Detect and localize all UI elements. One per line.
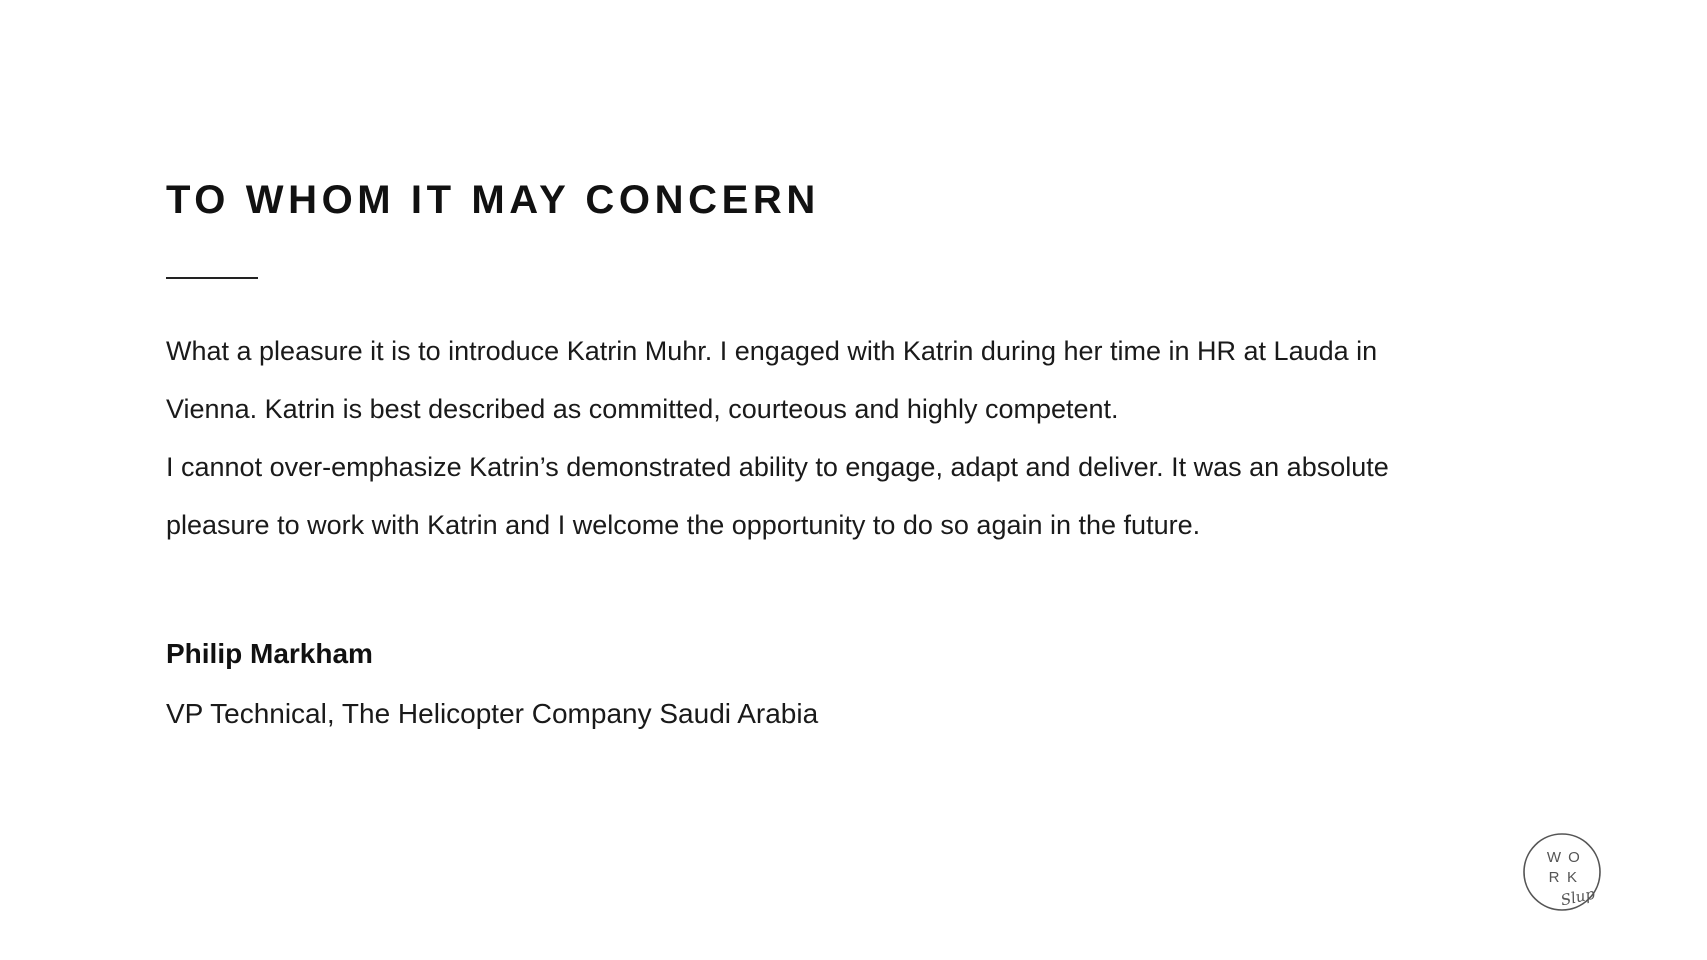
logo-letter-r: R [1548,869,1560,886]
signer-role: VP Technical, The Helicopter Company Saudi Arabia [166,698,819,729]
heading-divider [166,277,258,279]
letter-heading: TO WHOM IT MAY CONCERN [166,178,820,222]
letter-body [166,322,1426,554]
logo-letter-k: K [1566,869,1578,886]
work-slup-logo [1516,826,1616,926]
logo-letter-o: O [1568,849,1580,866]
signer-name: Philip Markham [166,638,373,669]
logo-letter-w: W [1546,849,1562,866]
logo-script: Slup [1559,884,1597,910]
letter-paragraph: What a pleasure it is to introduce Katrin Muhr. I engaged with Katrin during her time in HR at Lauda in Vienna. Katrin is best described as committed, courteous and highly competent. [166,336,1378,424]
letter-paragraph: I cannot over-emphasize Katrin’s demonstrated ability to engage, adapt and deliver. It was an absolute pleasure to work with Katrin and I welcome the opportunity to do so again in the future. [166,452,1389,540]
